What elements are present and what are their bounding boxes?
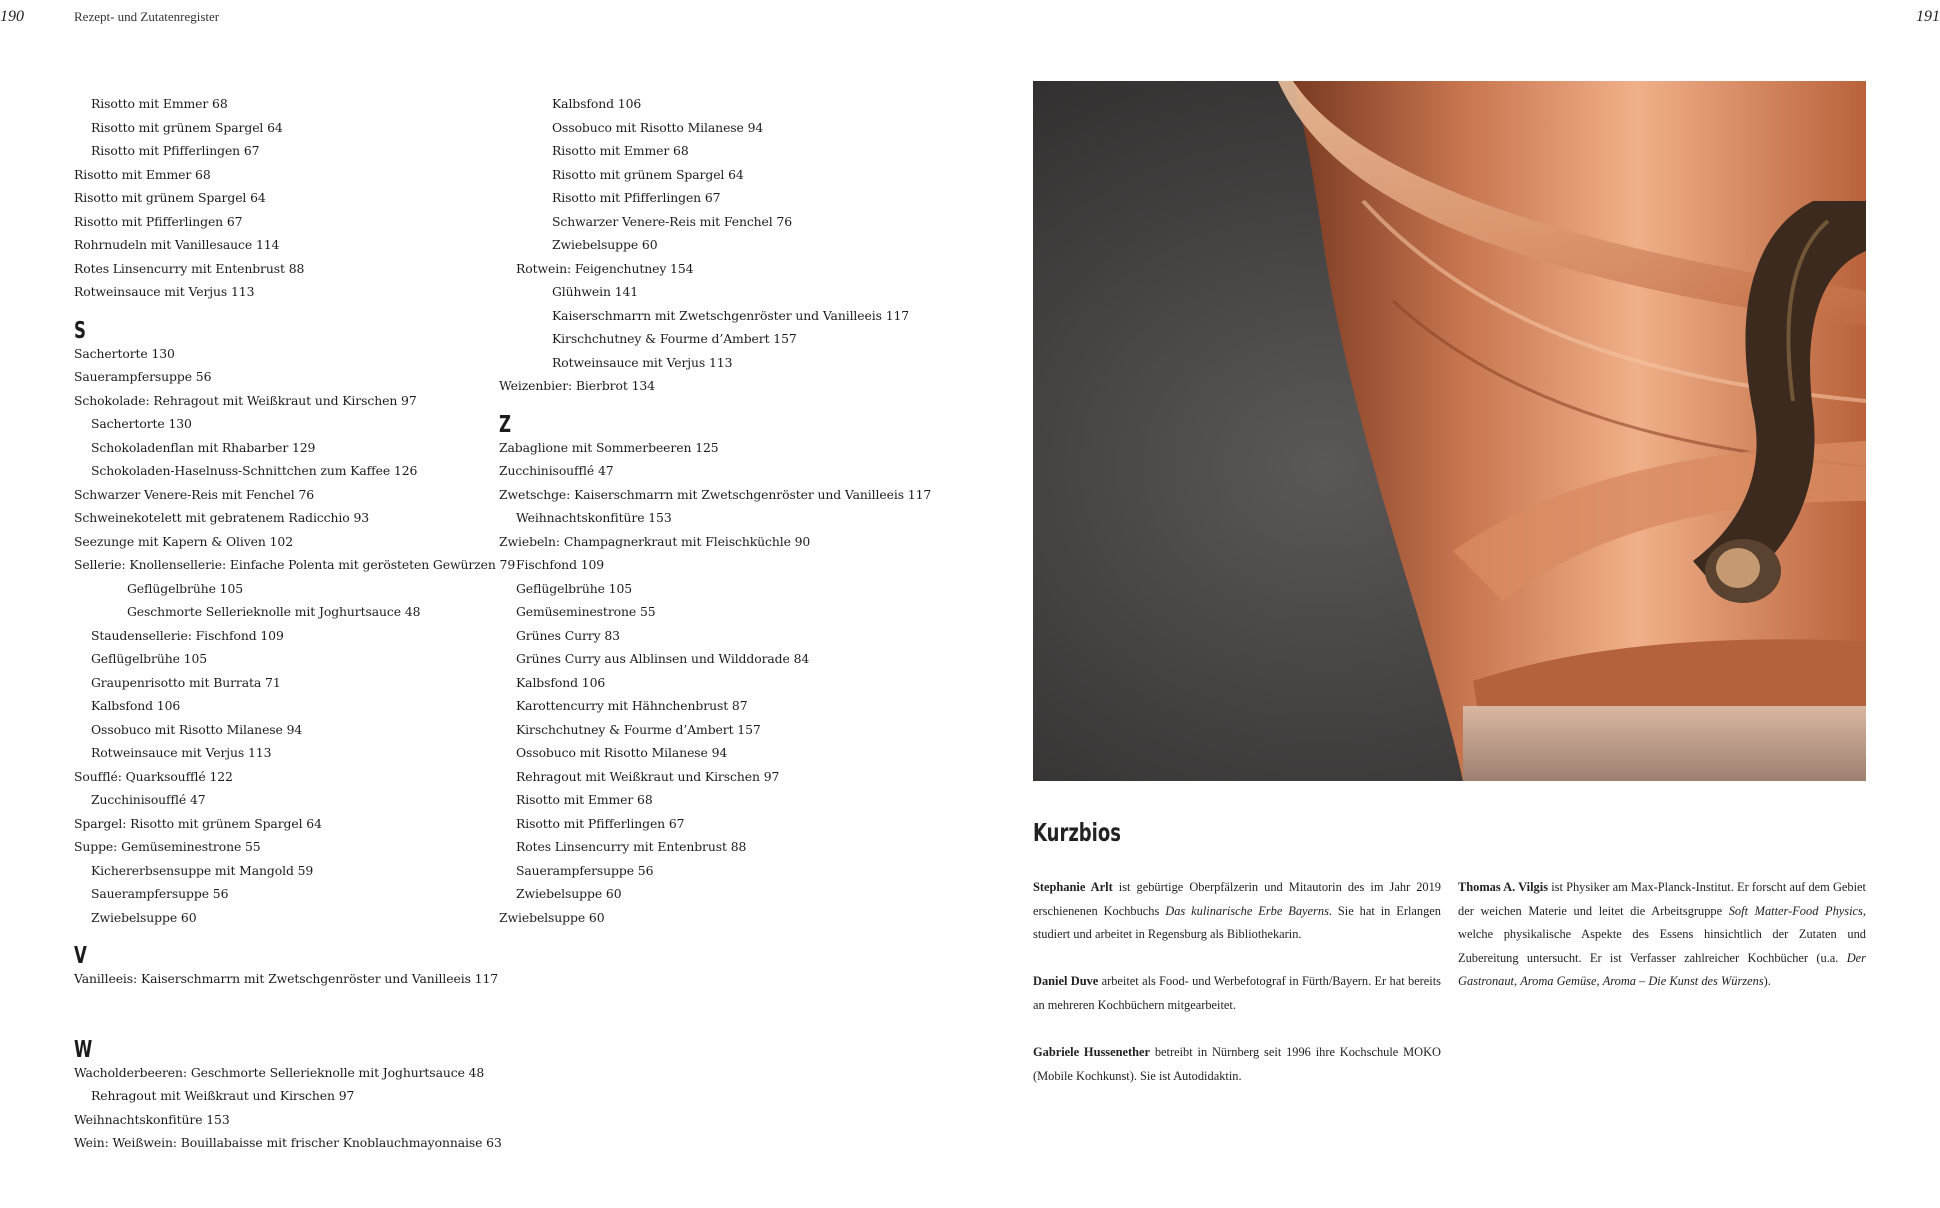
index-entry: Gemüseminestrone 55 — [516, 604, 656, 619]
index-entry: Staudensellerie: Fischfond 109 — [91, 627, 284, 643]
index-entry: Zwetschge: Kaiserschmarrn mit Zwetschgenröster und Vanilleeis 117 — [499, 486, 932, 502]
index-entry: Schokolade: Rehragout mit Weißkraut und Kirschen 97 — [74, 392, 417, 408]
index-entry: Kirschchutney & Fourme d’Ambert 157 — [516, 721, 761, 737]
index-entry: Spargel: Risotto mit grünem Spargel 64 — [74, 815, 322, 831]
index-entry: Rotweinsauce mit Verjus 113 — [74, 284, 255, 299]
index-entry: Risotto mit Pfifferlingen 67 — [91, 143, 260, 158]
bio-name: Stephanie Arlt — [1033, 880, 1113, 894]
book-title: Aroma – Die Kunst des Würzens — [1602, 974, 1764, 988]
index-column-1 — [74, 92, 516, 1155]
spacer — [74, 304, 484, 314]
index-entry: Kichererbsensuppe mit Mangold 59 — [91, 862, 314, 878]
index-entry: Risotto mit Emmer 68 — [552, 143, 689, 158]
page-number-right: 191 — [1916, 8, 1940, 25]
index-entry: Suppe: Gemüseminestrone 55 — [74, 839, 261, 854]
index-entry: Zwiebelsuppe 60 — [91, 909, 197, 925]
index-entry: Risotto mit grünem Spargel 64 — [91, 119, 283, 135]
book-title: Der Gastronaut — [1458, 950, 1866, 988]
separator: , — [1514, 974, 1521, 988]
book-title: Aroma Gemüse — [1520, 974, 1597, 988]
index-entry: Weihnachtskonfitüre 153 — [516, 510, 672, 525]
index-entry: Geflügelbrühe 105 — [516, 580, 633, 596]
bio-duve — [1033, 970, 1441, 1017]
index-entry: Risotto mit Pfifferlingen 67 — [74, 213, 243, 229]
index-entry: Risotto mit Pfifferlingen 67 — [516, 815, 685, 831]
index-entry: Zwiebelsuppe 60 — [499, 909, 605, 925]
index-entry: Karottencurry mit Hähnchenbrust 87 — [516, 698, 748, 713]
bio-text: . Sie hat in Erlangen studiert und arbeitet in Regensburg als Bibliothekarin. — [1033, 903, 1441, 941]
index-letter-heading: S — [74, 317, 86, 344]
index-entry: Sachertorte 130 — [74, 345, 175, 361]
bio-text: ). — [1763, 974, 1771, 988]
copper-pot-photo — [1033, 81, 1866, 781]
index-entry: Weizenbier: Bierbrot 134 — [499, 378, 655, 393]
index-entry: Sauerampfersuppe 56 — [74, 369, 212, 384]
index-entry: Schokoladen-Haselnuss-Schnittchen zum Kaffee 126 — [91, 463, 418, 478]
index-entry: Kaiserschmarrn mit Zwetschgenröster und Vanilleeis 117 — [552, 307, 910, 323]
index-entry: Sauerampfersuppe 56 — [91, 886, 229, 901]
index-entry: Geflügelbrühe 105 — [127, 580, 244, 596]
index-entry: Zwiebelsuppe 60 — [552, 237, 658, 252]
index-letter-heading: W — [74, 1036, 92, 1063]
spacer — [74, 929, 484, 939]
index-entry: Soufflé: Quarksoufflé 122 — [74, 768, 233, 784]
index-entry: Rotweinsauce mit Verjus 113 — [91, 745, 272, 760]
index-entry: Ossobuco mit Risotto Milanese 94 — [91, 721, 303, 737]
index-entry: Ossobuco mit Risotto Milanese 94 — [516, 745, 728, 760]
index-entry: Wein: Weißwein: Bouillabaisse mit frischer Knoblauchmayonnaise 63 — [74, 1135, 502, 1150]
index-letter-heading: Z — [499, 411, 511, 438]
index-entry: Zwiebelsuppe 60 — [516, 886, 622, 901]
index-entry: Kalbsfond 106 — [516, 674, 606, 690]
bio-name: Thomas A. Vilgis — [1458, 880, 1549, 894]
index-entry: Glühwein 141 — [552, 284, 639, 299]
index-entry: Schwarzer Venere-Reis mit Fenchel 76 — [74, 486, 315, 502]
spacer — [499, 398, 919, 408]
index-entry: Geflügelbrühe 105 — [91, 651, 208, 666]
index-entry: Grünes Curry aus Alblinsen und Wilddorade 84 — [516, 651, 810, 666]
index-entry: Rehragout mit Weißkraut und Kirschen 97 — [516, 768, 780, 784]
index-entry: Risotto mit Emmer 68 — [91, 96, 228, 111]
index-entry: Grünes Curry 83 — [516, 627, 620, 643]
index-entry: Rotes Linsencurry mit Entenbrust 88 — [74, 260, 305, 276]
index-entry: Schweinekotelett mit gebratenem Radicchio 93 — [74, 510, 370, 525]
index-entry: Schokoladenflan mit Rhabarber 129 — [91, 439, 316, 455]
index-entry: Risotto mit Emmer 68 — [74, 166, 211, 182]
index-entry: Sachertorte 130 — [91, 416, 192, 431]
bio-text: ist Physiker am Max-Planck-Institut. Er forscht auf dem Gebiet der weichen Materie und leitet die Arbeitsgruppe — [1458, 880, 1866, 918]
separator: , — [1596, 974, 1603, 988]
bio-text: arbeitet als Food- und Werbefotograf in Fürth/Bayern. Er hat bereits an mehreren Kochbüchern mitgearbeitet. — [1033, 974, 1441, 1012]
bio-text: betreibt in Nürnberg seit 1996 ihre Kochschule MOKO (Mobile Kochkunst). Sie ist Autodidaktin. — [1033, 1045, 1441, 1083]
index-entry: Risotto mit grünem Spargel 64 — [74, 190, 266, 205]
index-entry: Rohrnudeln mit Vanillesauce 114 — [74, 237, 280, 252]
index-letter-heading: V — [74, 943, 87, 969]
index-entry: Zwiebeln: Champagnerkraut mit Fleischküchle 90 — [499, 533, 811, 549]
index-entry: Rehragout mit Weißkraut und Kirschen 97 — [91, 1088, 355, 1103]
bio-vilgis — [1458, 876, 1866, 994]
group-name: Soft Matter-Food Physics — [1728, 903, 1863, 918]
index-entry: Zabaglione mit Sommerbeeren 125 — [499, 439, 719, 455]
index-entry: Seezunge mit Kapern & Oliven 102 — [74, 533, 293, 549]
bios-heading: Kurzbios — [1033, 818, 1121, 847]
index-entry: Sauerampfersuppe 56 — [516, 862, 654, 878]
index-entry: Risotto mit grünem Spargel 64 — [552, 166, 744, 182]
bio-text: , welche physikalische Aspekte des Essens hinsichtlich der Zutaten und Zubereitung untersucht. Er ist Verfasser zahlreicher Kochbücher (u.a. — [1458, 903, 1866, 965]
book-title: Das kulinarische Erbe Bayerns — [1165, 903, 1329, 918]
page-number-left: 190 — [0, 8, 24, 25]
index-entry: Graupenrisotto mit Burrata 71 — [91, 674, 281, 690]
running-head: Rezept- und Zutatenregister — [74, 9, 220, 24]
index-entry: Kalbsfond 106 — [552, 96, 642, 111]
bio-text: ist gebürtige Oberpfälzerin und Mitautorin des im Jahr 2019 erschienenen Kochbuchs — [1033, 880, 1441, 918]
index-entry: Rotweinsauce mit Verjus 113 — [552, 354, 733, 370]
index-entry: Zucchinisoufflé 47 — [91, 792, 206, 807]
index-entry: Wacholderbeeren: Geschmorte Sellerieknolle mit Joghurtsauce 48 — [74, 1064, 485, 1080]
bio-hussenether — [1033, 1041, 1441, 1088]
bio-name: Daniel Duve — [1033, 974, 1099, 988]
index-entry: Geschmorte Sellerieknolle mit Joghurtsauce 48 — [127, 604, 421, 619]
index-entry: Kirschchutney & Fourme d’Ambert 157 — [552, 331, 797, 346]
index-entry: Risotto mit Emmer 68 — [516, 792, 653, 807]
bio-name: Gabriele Hussenether — [1033, 1045, 1151, 1059]
index-entry: Ossobuco mit Risotto Milanese 94 — [552, 119, 764, 135]
index-entry: Sellerie: Knollensellerie: Einfache Polenta mit gerösteten Gewürzen 79 — [74, 557, 516, 572]
index-entry: Zucchinisoufflé 47 — [499, 463, 614, 478]
index-entry: Vanilleeis: Kaiserschmarrn mit Zwetschgenröster und Vanilleeis 117 — [74, 971, 499, 986]
index-entry: Schwarzer Venere-Reis mit Fenchel 76 — [552, 213, 793, 229]
spacer — [74, 991, 484, 1033]
index-entry: Rotwein: Feigenchutney 154 — [516, 260, 694, 276]
index-entry: Risotto mit Pfifferlingen 67 — [552, 190, 721, 205]
index-entry: Fischfond 109 — [516, 557, 605, 572]
index-entry: Weihnachtskonfitüre 153 — [74, 1111, 230, 1127]
index-entry: Kalbsfond 106 — [91, 698, 181, 713]
index-entry: Rotes Linsencurry mit Entenbrust 88 — [516, 839, 747, 854]
bio-arlt — [1033, 876, 1441, 947]
index-column-2 — [499, 92, 932, 929]
